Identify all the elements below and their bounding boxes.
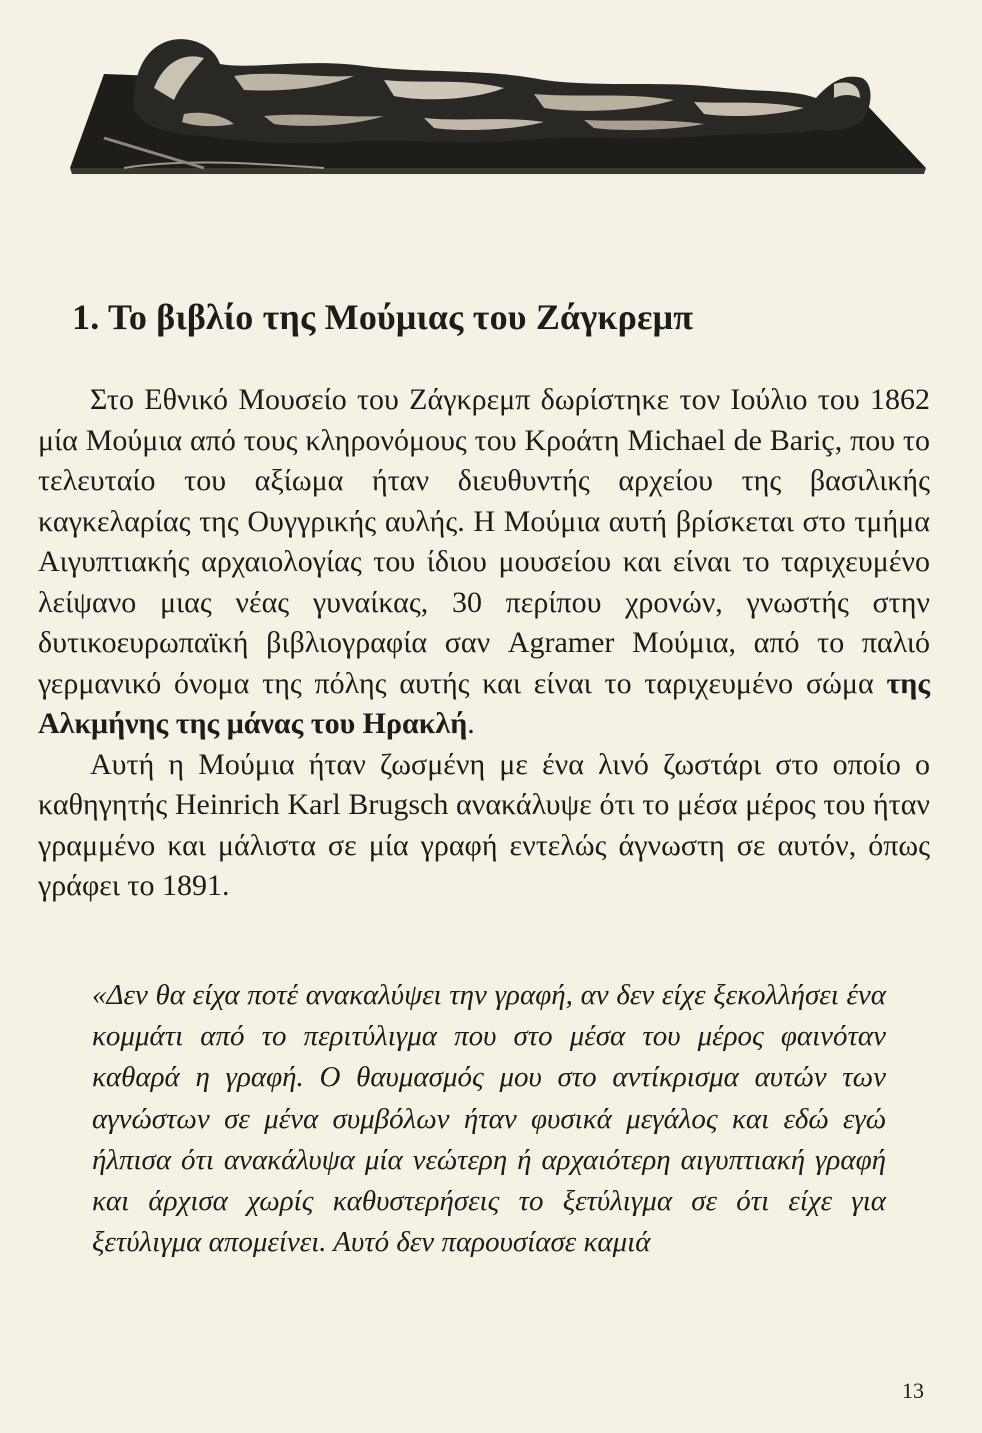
chapter-title: 1. Το βιβλίο της Μούμιας του Ζάγκρεμπ xyxy=(72,297,694,337)
page-number: 13 xyxy=(902,1378,924,1403)
paragraph-text: Στο Εθνικό Μουσείο του Ζάγκρεμπ δωρίστηκε τον Ιούλιο του 1862 μία Μούμια από τους κληρονόμους του Κροάτη Michael de Bariç, που το τελευταίο του αξίωμα ήταν διευθυντής αρχείου της βασιλικής καγκελαρίας της Ουγγρικής αυλής. Η Μούμια αυτή βρίσκεται στο τμήμα Αιγυπτιακής αρχαιολογίας του ίδιου μουσείου και είναι το ταριχευμένο λείψανο μιας νέας γυναίκας, 30 περίπου χρονών, γνωστής στην δυτικοευρωπαϊκή βιβλιογραφία σαν Agramer Μούμια, από το παλιό γερμανικό όνομα της πόλης αυτής και είναι το ταριχευμένο σώμα xyxy=(38,383,930,700)
quote-text: «Δεν θα είχα ποτέ ανακαλύψει την γραφή, αν δεν είχε ξεκολλήσει ένα κομμάτι από το περιτύλιγμα που στο μέσα του μέρος φαινόταν καθαρά η γραφή. Ο θαυμασμός μου στο αντίκρισμα αυτών των αγνώστων σε μένα συμβόλων ήταν φυσικά μεγάλος και εδώ εγώ ήλπισα ότι ανακάλυψα μία νεώτερη ή αρχαιότερη αιγυπτιακή γραφή και άρχισα χωρίς καθυστερήσεις το ξετύλιγμα σε ότι είχε για ξετύλιγμα απομείνει. Αυτό δεν παρουσίασε καμιά xyxy=(92,979,886,1259)
paragraph: Αυτή η Μούμια ήταν ζωσμένη με ένα λινό ζωστάρι στο οποίο ο καθηγητής Heinrich Karl Brugsch ανακάλυψε ότι το μέσα μέρος του ήταν γραμμένο και μάλιστα σε μία γραφή εντελώς άγνωστη σε αυτόν, όπως γράφει το 1891. xyxy=(38,747,930,902)
block-quote xyxy=(92,975,886,1263)
paragraph-end: . xyxy=(467,707,475,740)
body-text xyxy=(38,380,930,907)
paragraph xyxy=(38,380,930,745)
mummy-illustration xyxy=(64,18,934,188)
emphasis-text: της Αλκμήνης της μάνας του Ηρακλή xyxy=(38,666,930,740)
